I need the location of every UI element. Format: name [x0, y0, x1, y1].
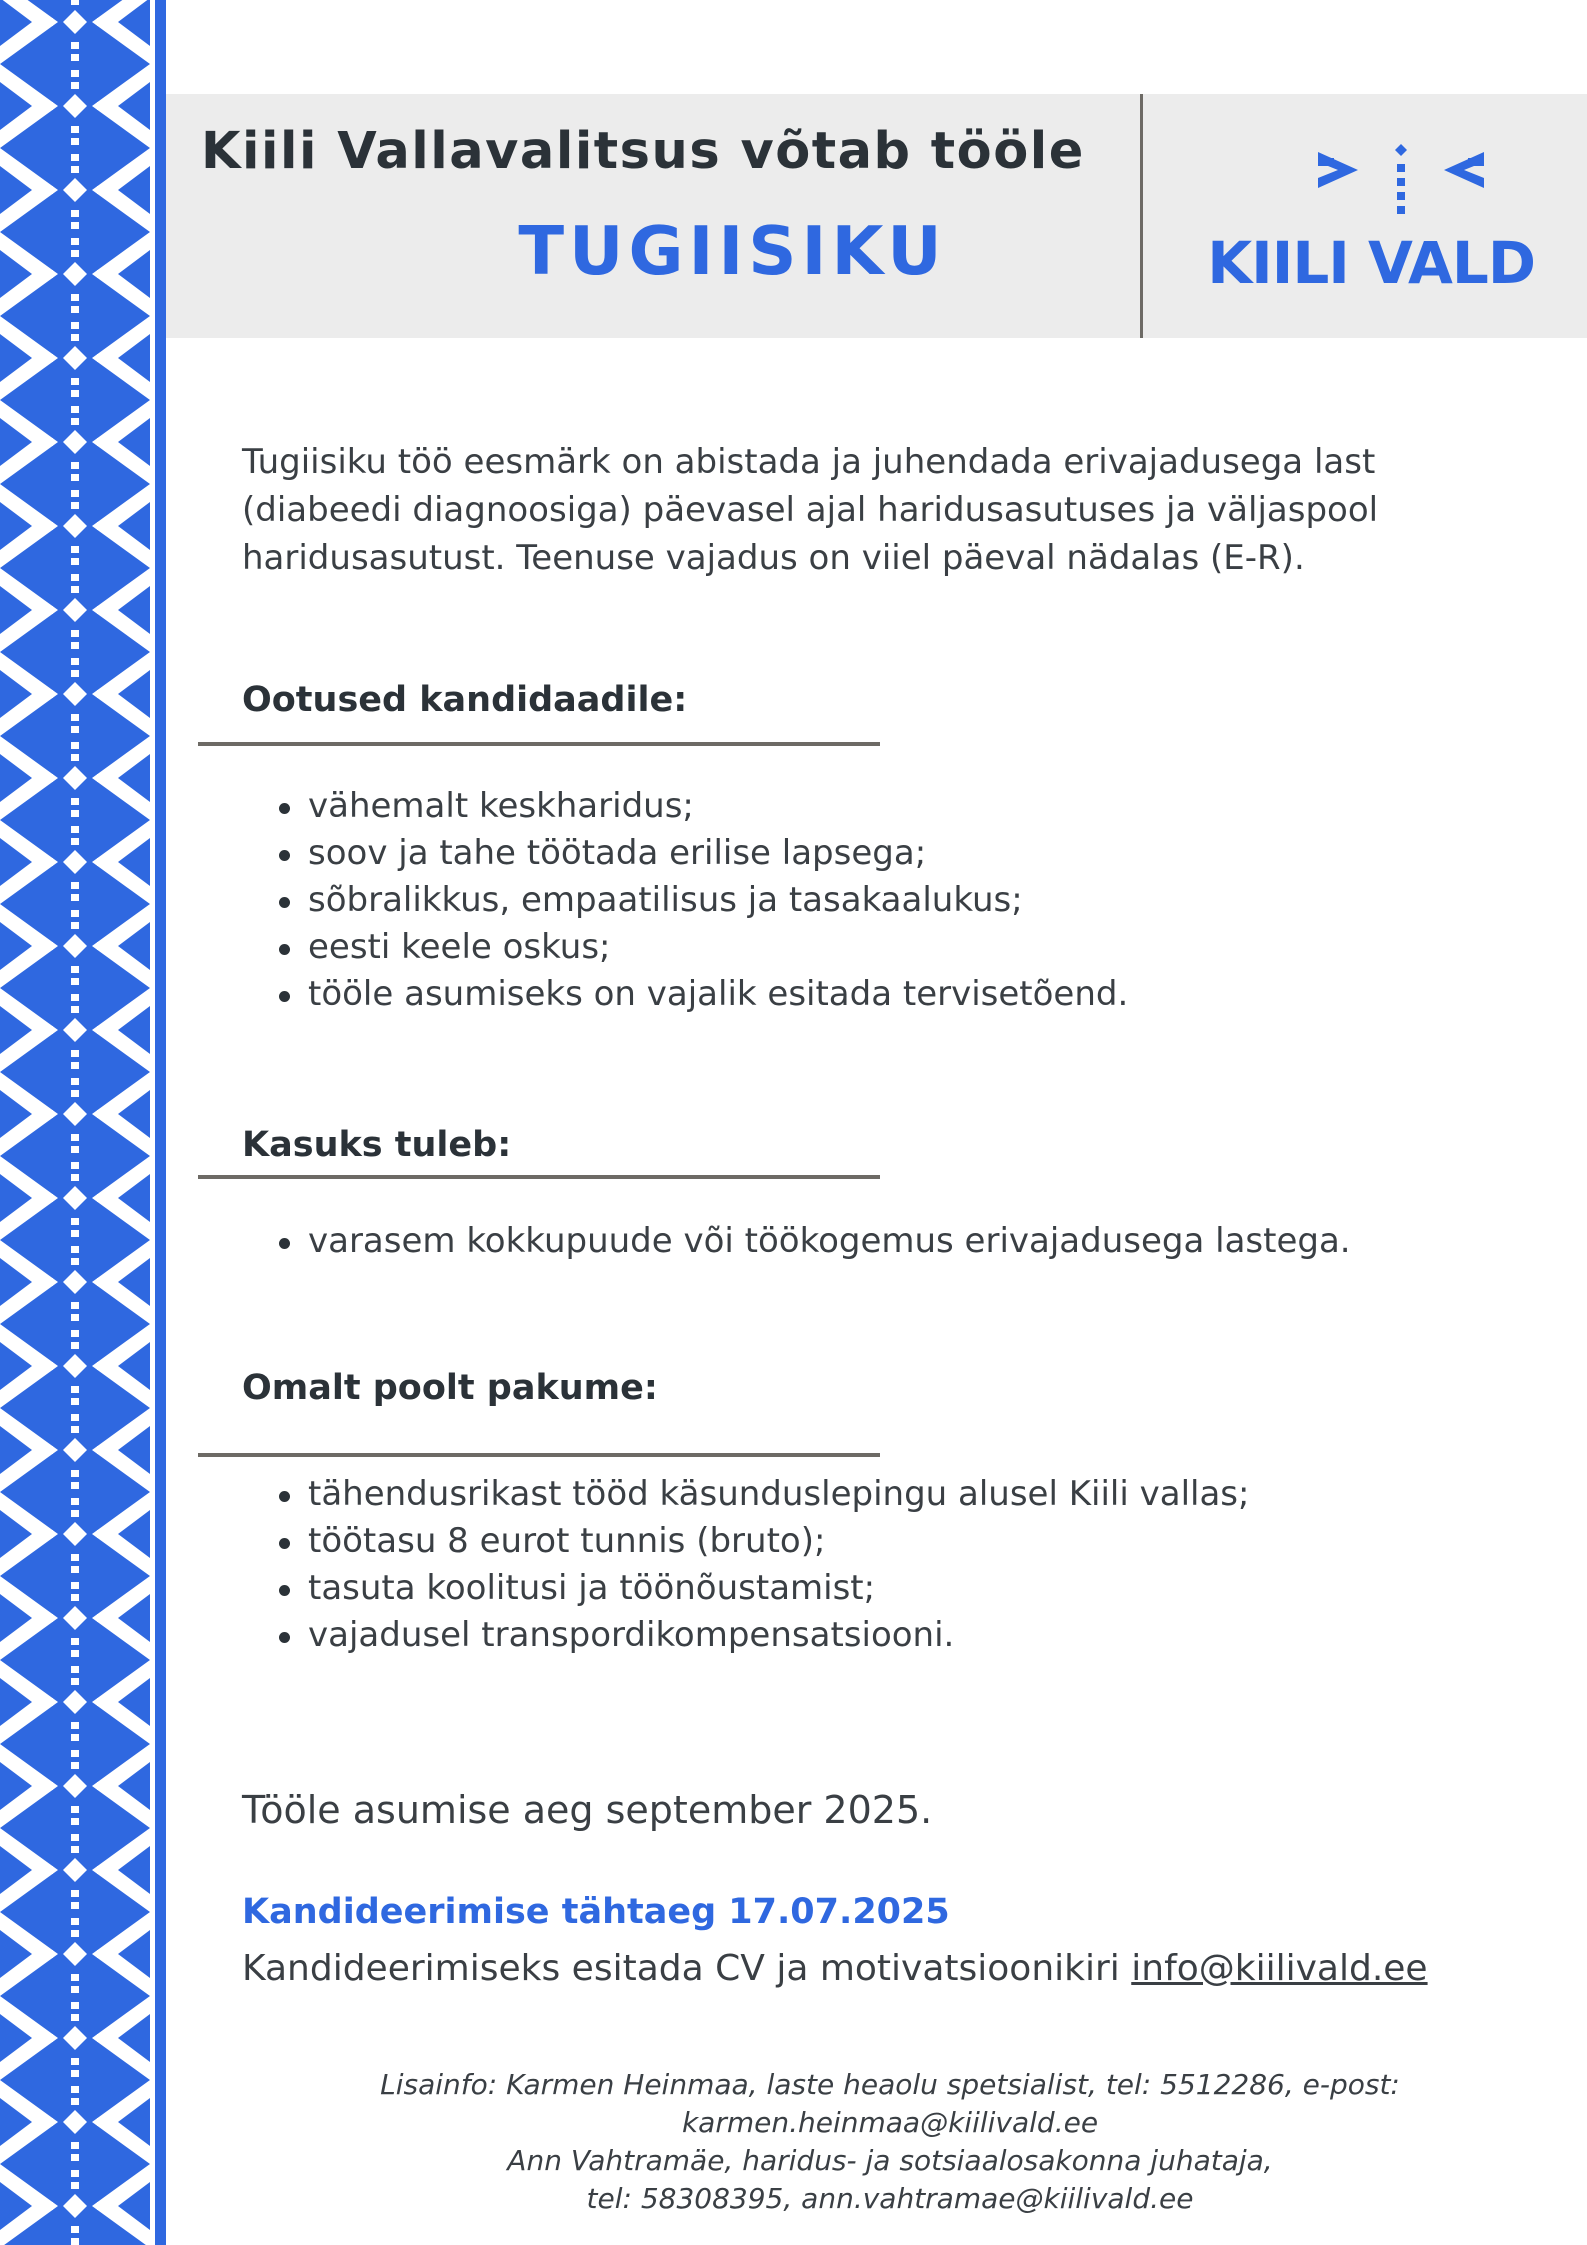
contact-line: Ann Vahtramäe, haridus- ja sotsiaalosakonna juhataja, — [507, 2144, 1273, 2177]
start-date: Tööle asumise aeg september 2025. — [242, 1788, 933, 1832]
contact-line: Lisainfo: Karmen Heinmaa, laste heaolu spetsialist, tel: 5512286, e-post: — [380, 2068, 1400, 2101]
contact-line: tel: 58308395, ann.vahtramae@kiilivald.ee — [586, 2182, 1194, 2215]
header-divider — [1140, 94, 1143, 338]
application-deadline: Kandideerimise tähtaeg 17.07.2025 — [242, 1892, 950, 1932]
list-item: eesti keele oskus; — [308, 924, 1128, 971]
expectations-list — [308, 783, 1128, 1018]
expectations-heading: Ootused kandidaadile: — [242, 680, 688, 720]
logo-text: KIILI VALD — [1207, 229, 1535, 297]
section-divider — [198, 742, 880, 746]
contact-line: karmen.heinmaa@kiilivald.ee — [681, 2106, 1099, 2139]
folk-pattern-border — [0, 0, 166, 2245]
intro-line: (diabeedi diagnoosiga) päevasel ajal haridusasutuses ja väljaspool — [242, 490, 1379, 530]
list-item: sõbralikkus, empaatilisus ja tasakaalukus; — [308, 877, 1128, 924]
list-item: soov ja tahe töötada erilise lapsega; — [308, 830, 1128, 877]
list-item: tööle asumiseks on vajalik esitada tervisetõend. — [308, 971, 1128, 1018]
advantages-list — [308, 1218, 1351, 1265]
list-item: tasuta koolitusi ja töönõustamist; — [308, 1565, 1249, 1612]
kiili-vald-logo-icon — [1306, 140, 1496, 220]
advantages-heading: Kasuks tuleb: — [242, 1125, 512, 1165]
position-title: TUGIISIKU — [518, 212, 947, 290]
contact-info — [300, 2066, 1480, 2218]
list-item: varasem kokkupuude või töökogemus erivajadusega lastega. — [308, 1218, 1351, 1265]
intro-line: haridusasutust. Teenuse vajadus on viiel päeval nädalas (E-R). — [242, 538, 1305, 578]
list-item: vajadusel transpordikompensatsiooni. — [308, 1612, 1249, 1659]
list-item: tähendusrikast tööd käsunduslepingu alusel Kiili vallas; — [308, 1471, 1249, 1518]
header-banner — [166, 94, 1587, 338]
page-title: Kiili Vallavalitsus võtab tööle — [201, 122, 1085, 181]
apply-text: Kandideerimiseks esitada CV ja motivatsioonikiri — [242, 1948, 1132, 1989]
list-item: vähemalt keskharidus; — [308, 783, 1128, 830]
section-divider — [198, 1175, 880, 1179]
offer-heading: Omalt poolt pakume: — [242, 1368, 658, 1408]
apply-instructions — [242, 1948, 1428, 1989]
apply-email-link[interactable]: info@kiilivald.ee — [1131, 1948, 1428, 1989]
intro-line: Tugiisiku töö eesmärk on abistada ja juhendada erivajadusega last — [242, 442, 1376, 482]
offer-list — [308, 1471, 1249, 1659]
section-divider — [198, 1453, 880, 1457]
intro-paragraph — [242, 438, 1542, 582]
list-item: töötasu 8 eurot tunnis (bruto); — [308, 1518, 1249, 1565]
